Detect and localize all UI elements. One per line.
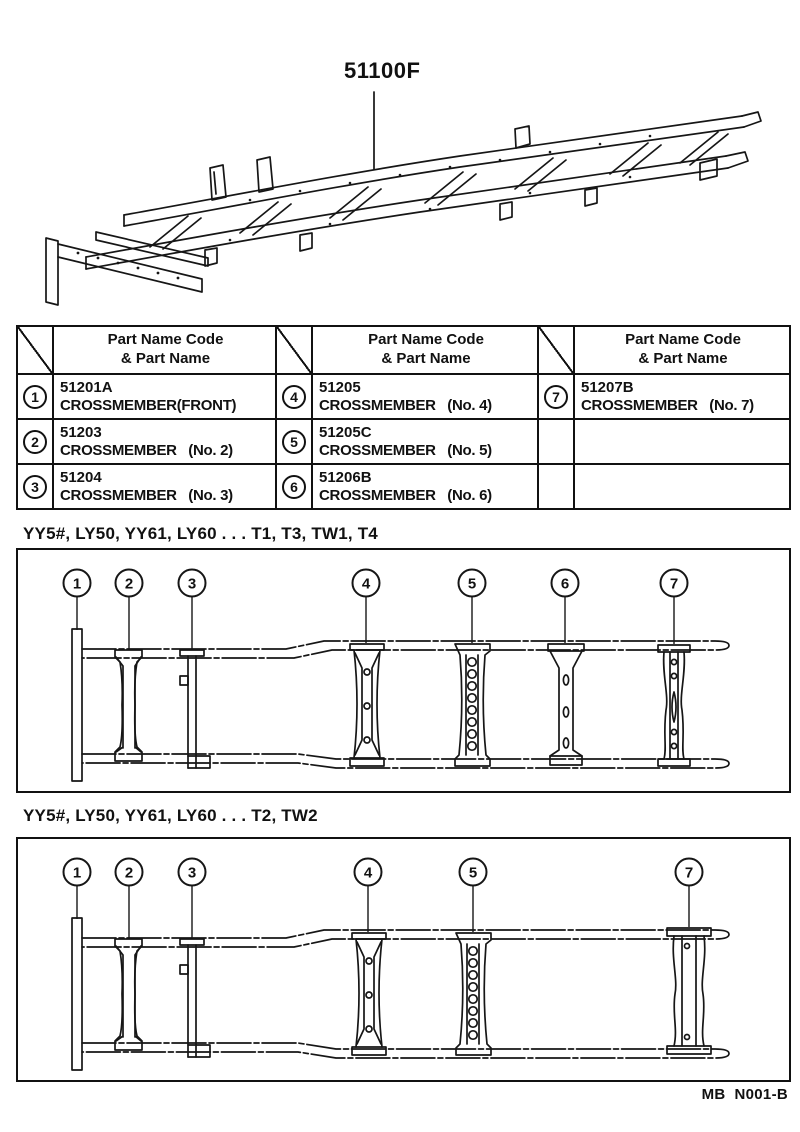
callout-number: 7 — [669, 575, 679, 593]
callout-number: 2 — [124, 864, 134, 882]
callout-number-badge: 1 — [23, 385, 47, 409]
table-group-3 — [539, 327, 789, 508]
section-1-title: YY5#, LY50, YY61, LY60 . . . T1, T3, TW1, T4 — [23, 524, 378, 543]
bolt-holes — [77, 135, 652, 280]
part-name: CROSSMEMBER (No. 3) — [60, 486, 233, 504]
section-2-diagram — [16, 837, 791, 1082]
header-slash-cell — [18, 327, 54, 373]
side-view-frame-t2 — [18, 839, 789, 1080]
part-name: CROSSMEMBER (No. 6) — [319, 486, 492, 504]
frame-part-number-label: 51100F — [344, 58, 421, 83]
section-1-diagram — [16, 548, 791, 793]
section-2-title: YY5#, LY50, YY61, LY60 . . . T2, TW2 — [23, 806, 318, 825]
part-name: CROSSMEMBER(FRONT) — [60, 396, 237, 414]
page-reference-code: MB N001-B — [701, 1086, 788, 1103]
callout-number: 4 — [363, 864, 373, 882]
callout-number-badge: 7 — [544, 385, 568, 409]
part-name: CROSSMEMBER (No. 5) — [319, 441, 492, 459]
table-row — [277, 420, 537, 465]
header-label-cell: Part Name Code & Part Name — [107, 331, 224, 367]
part-code: 51207B — [581, 378, 634, 396]
callout-number: 3 — [187, 864, 197, 882]
table-row — [18, 465, 275, 508]
callout-number: 7 — [684, 864, 694, 882]
part-code: 51205 — [319, 378, 361, 396]
callout-markers — [64, 859, 703, 940]
table-row-empty — [539, 465, 789, 508]
callout-number-badge: 2 — [23, 430, 47, 454]
table-row — [18, 420, 275, 465]
header-label-cell: Part Name Code & Part Name — [368, 331, 484, 367]
header-label-cell: Part Name Code & Part Name — [625, 331, 741, 367]
callout-number: 3 — [187, 575, 197, 593]
table-header-row — [18, 327, 275, 375]
part-code: 51205C — [319, 423, 372, 441]
callout-number: 2 — [124, 575, 134, 593]
callout-number: 5 — [467, 575, 477, 593]
table-row — [277, 375, 537, 420]
callout-markers — [64, 570, 688, 651]
part-code: 51203 — [60, 423, 102, 441]
callout-number-badge: 3 — [23, 475, 47, 499]
table-group-2 — [277, 327, 539, 508]
part-name-table — [16, 325, 791, 510]
table-header-row — [277, 327, 537, 375]
callout-number-badge: 5 — [282, 430, 306, 454]
part-name: CROSSMEMBER (No. 2) — [60, 441, 233, 459]
callout-number-badge: 4 — [282, 385, 306, 409]
callout-number: 6 — [560, 575, 570, 593]
side-view-frame-t1 — [18, 550, 789, 791]
callout-number: 1 — [72, 864, 82, 882]
part-code: 51201A — [60, 378, 113, 396]
table-row — [277, 465, 537, 508]
header-slash-cell — [539, 327, 575, 373]
part-code: 51204 — [60, 468, 102, 486]
part-code: 51206B — [319, 468, 372, 486]
table-group-1 — [18, 327, 277, 508]
part-name: CROSSMEMBER (No. 4) — [319, 396, 492, 414]
callout-number: 1 — [72, 575, 82, 593]
callout-number: 5 — [468, 864, 478, 882]
part-name: CROSSMEMBER (No. 7) — [581, 396, 754, 414]
table-row-empty — [539, 420, 789, 465]
table-header-row — [539, 327, 789, 375]
callout-number: 4 — [361, 575, 371, 593]
callout-number-badge: 6 — [282, 475, 306, 499]
header-slash-cell — [277, 327, 313, 373]
table-row — [539, 375, 789, 420]
table-row — [18, 375, 275, 420]
